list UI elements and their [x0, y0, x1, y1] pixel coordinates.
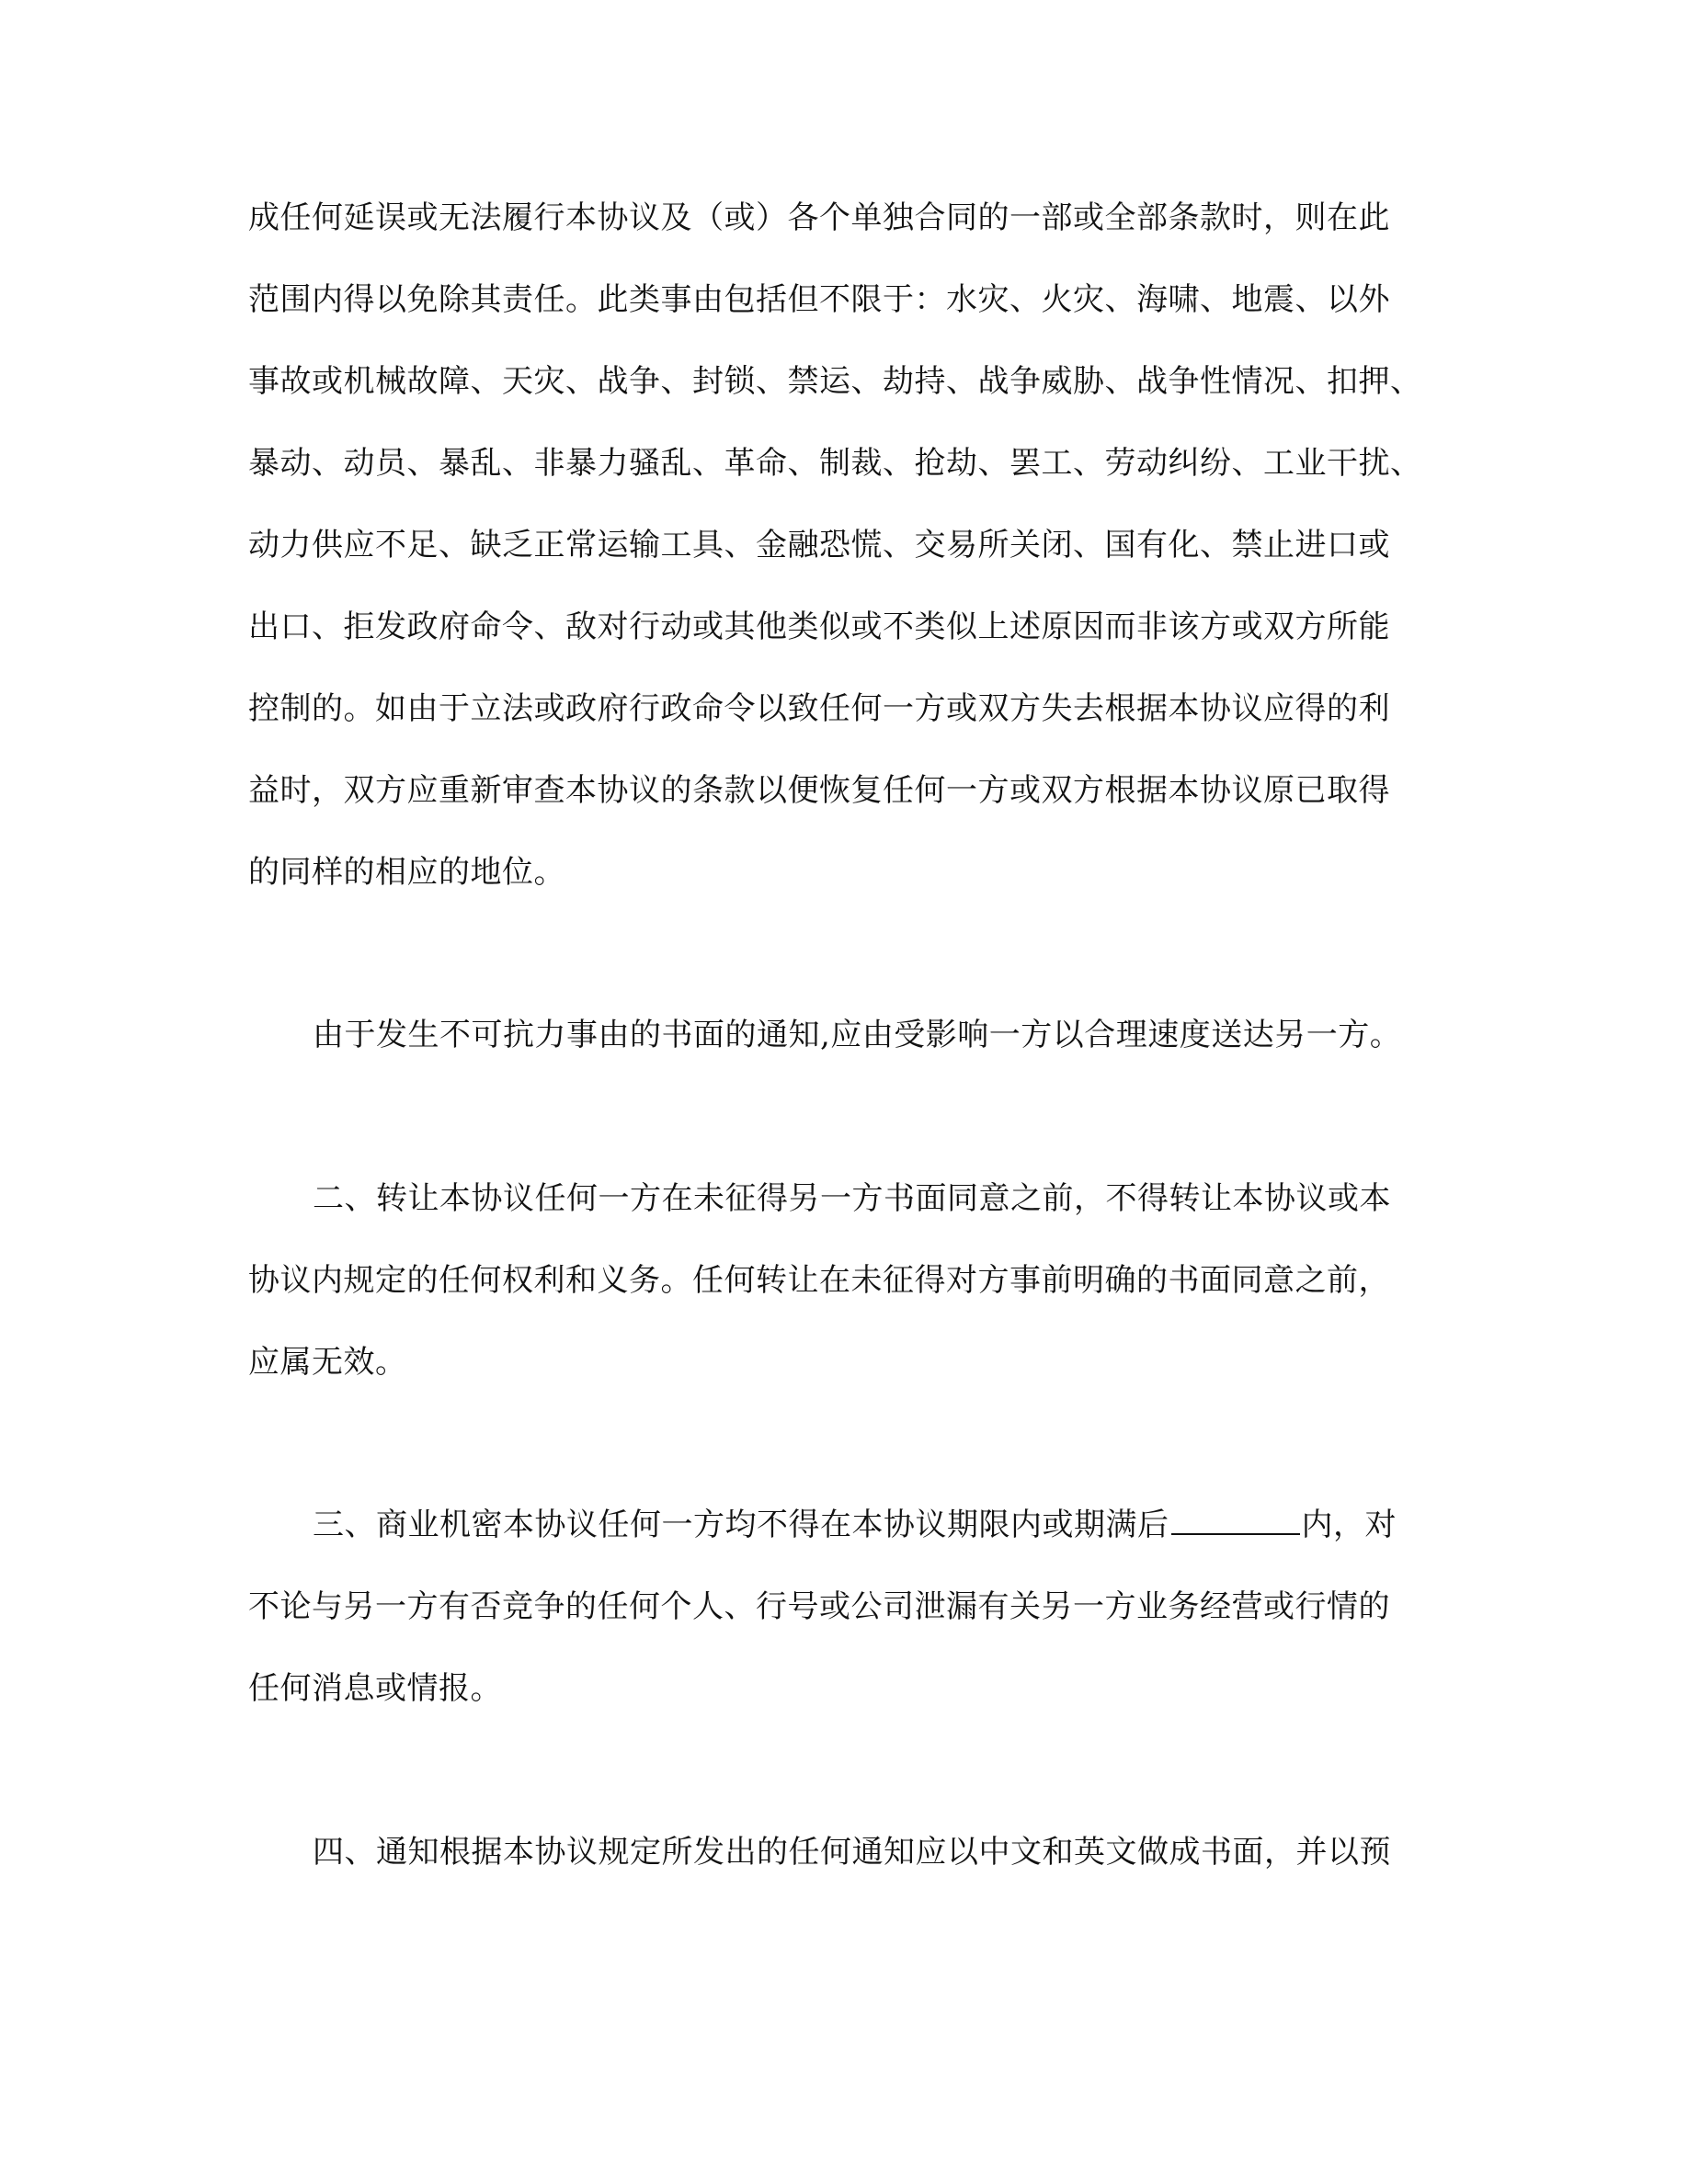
- paragraph-line: 任何消息或情报。: [248, 1670, 502, 1707]
- paragraph-line: 的同样的相应的地位。: [248, 854, 565, 891]
- paragraph-line-with-blank: [313, 1505, 1434, 1545]
- paragraph-line: 协议内规定的任何权利和义务。任何转让在未征得对方事前明确的书面同意之前，: [248, 1262, 1390, 1299]
- text-before-blank: 三、商业机密本协议任何一方均不得在本协议期限内或期满后: [313, 1507, 1169, 1543]
- paragraph-line: 成任何延误或无法履行本协议及（或）各个单独合同的一部或全部条款时，则在此: [248, 199, 1390, 236]
- text-after-blank: 内，对: [1301, 1507, 1397, 1543]
- paragraph-line: 事故或机械故障、天灾、战争、封锁、禁运、劫持、战争威胁、战争性情况、扣押、: [248, 363, 1422, 400]
- fill-in-blank: [1171, 1506, 1300, 1535]
- paragraph-line: 不论与另一方有否竞争的任何个人、行号或公司泄漏有关另一方业务经营或行情的: [248, 1588, 1390, 1625]
- paragraph-line: 四、通知根据本协议规定所发出的任何通知应以中文和英文做成书面，并以预: [313, 1834, 1391, 1871]
- paragraph-line: 应属无效。: [248, 1344, 407, 1381]
- paragraph-line: 益时，双方应重新审查本协议的条款以便恢复任何一方或双方根据本协议原已取得: [248, 772, 1390, 809]
- paragraph-line: 出口、拒发政府命令、敌对行动或其他类似或不类似上述原因而非该方或双方所能: [248, 609, 1390, 645]
- paragraph-line: 控制的。如由于立法或政府行政命令以致任何一方或双方失去根据本协议应得的利: [248, 690, 1390, 727]
- paragraph-line: 动力供应不足、缺乏正常运输工具、金融恐慌、交易所关闭、国有化、禁止进口或: [248, 527, 1390, 563]
- paragraph-line: 暴动、动员、暴乱、非暴力骚乱、革命、制裁、抢劫、罢工、劳动纠纷、工业干扰、: [248, 445, 1422, 482]
- paragraph-line: 范围内得以免除其责任。此类事由包括但不限于：水灾、火灾、海啸、地震、以外: [248, 281, 1390, 318]
- paragraph-line: 二、转让本协议任何一方在未征得另一方书面同意之前，不得转让本协议或本: [313, 1180, 1391, 1217]
- paragraph-line: 由于发生不可抗力事由的书面的通知,应由受影响一方以合理速度送达另一方。: [313, 1017, 1402, 1053]
